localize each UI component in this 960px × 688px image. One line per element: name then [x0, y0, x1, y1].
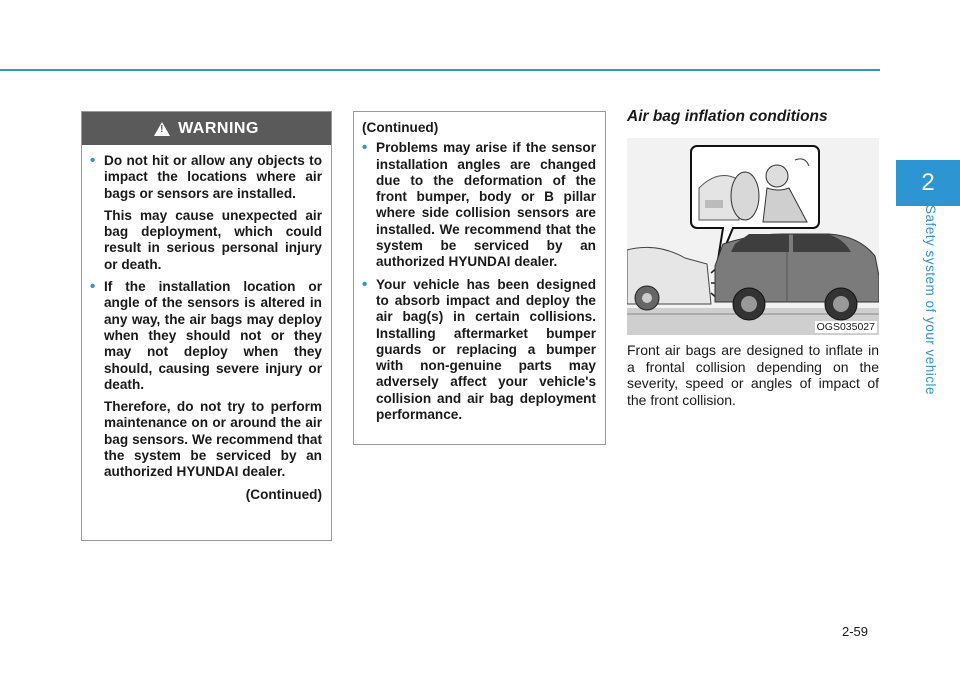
warning-header [82, 112, 331, 145]
collision-car-illustration [627, 138, 879, 335]
section-title: Air bag inflation conditions [627, 108, 828, 125]
warning-body [82, 145, 331, 503]
chapter-title: Safety system of your vehicle [923, 204, 938, 396]
continued-bullet-2: • Your vehicle has been designed to absorb impact and deploy the air bag(s) in certain collisions. Installing aftermarket bumper guards or replacing a bumper with non-genuine parts may adversely affect your vehicle's collision and air bag deployment performance. [362, 277, 596, 424]
figure-code: OGS035027 [816, 321, 875, 333]
warning-para-1: This may cause unexpected air bag deployment, which could result in serious personal injury or death. [104, 207, 322, 272]
continued-heading: (Continued) [362, 120, 439, 135]
warning-bullet-1: • Do not hit or allow any objects to impact the locations where air bags or sensors are installed. [90, 153, 322, 202]
page-number: 2-59 [842, 624, 869, 639]
header-rule [0, 69, 880, 71]
continued-box [353, 111, 606, 445]
warning-title: WARNING [178, 119, 259, 137]
warning-para-2: Therefore, do not try to perform maintenance on or around the air bag sensors. We recommend that the system be serviced by an authorized HYUNDAI dealer. [104, 399, 322, 480]
warning-box [81, 111, 332, 541]
warning-continued: (Continued) [245, 486, 322, 502]
continued-body [354, 112, 605, 423]
section-body: Front air bags are designed to inflate in a frontal collision depending on the severity, speed or angles of impact of the front collision. [627, 342, 879, 408]
warning-bullet-2: • If the installation location or angle of the sensors is altered in any way, the air bags may deploy when they should not or they may not deploy when they should, causing severe injury or death. [90, 279, 322, 393]
warning-triangle-icon: ! [154, 122, 170, 136]
chapter-number: 2 [921, 169, 935, 196]
continued-bullet-1: • Problems may arise if the sensor installation angles are changed due to the deformation of the front bumper, body or B pillar where side collision sensors are installed. We recommend that the system be serviced by an authorized HYUNDAI dealer. [362, 140, 596, 270]
collision-illustration [627, 138, 879, 335]
